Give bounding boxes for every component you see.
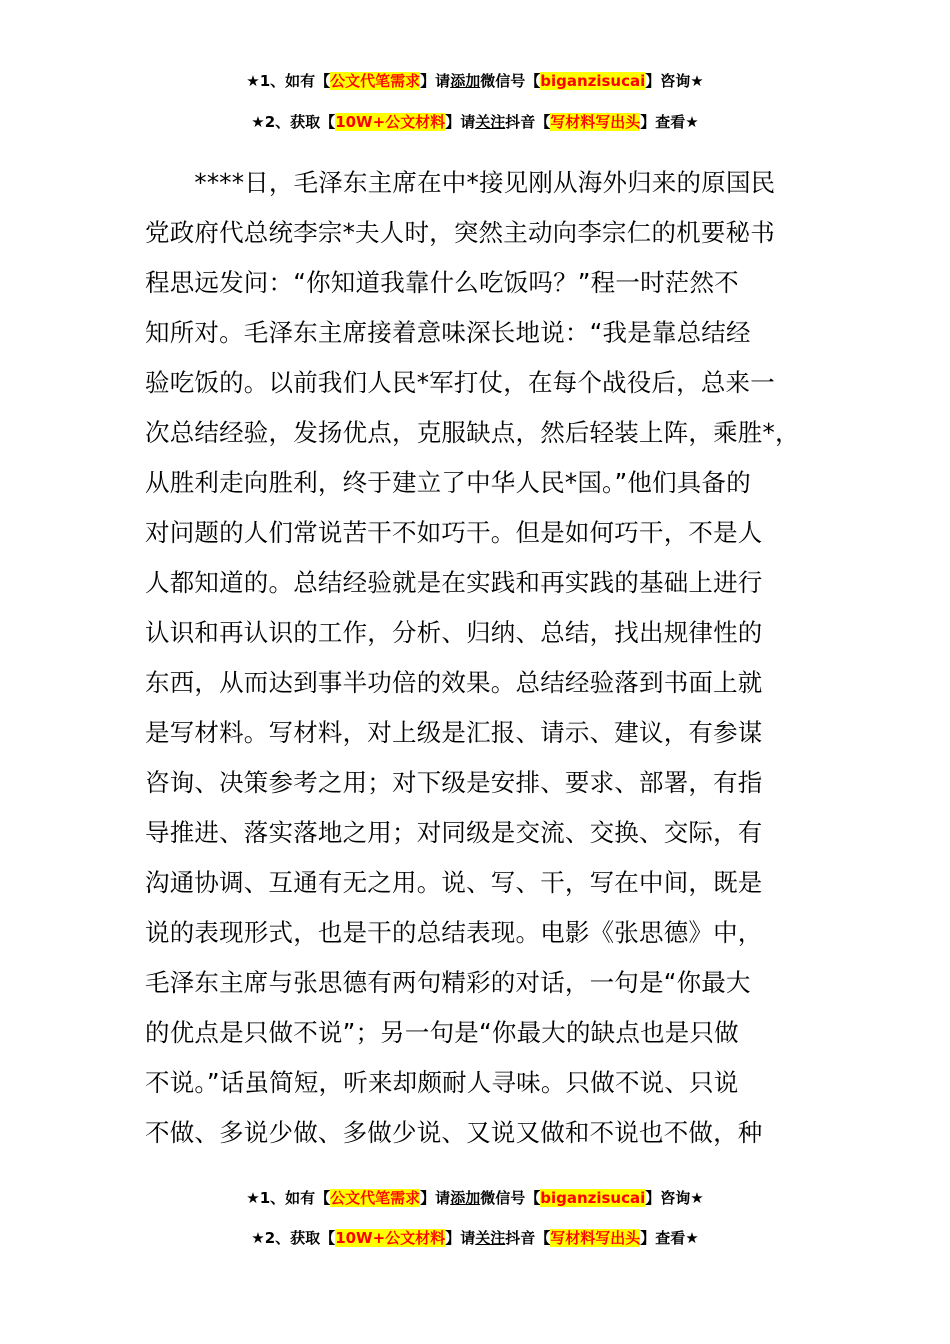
- body-line: 程思远发问：“你知道我靠什么吃饭吗？”程一时茫然不: [145, 268, 739, 297]
- banner-text: 】请: [420, 1189, 451, 1207]
- body-line: 验吃饭的。以前我们人民*军打仗，在每个战役后，总来一: [145, 368, 775, 397]
- banner-prefix: ★2、获取【: [251, 113, 336, 131]
- banner-text: 】请: [445, 113, 476, 131]
- body-line: 不做、多说少做、多做少说、又说又做和不说也不做，种: [145, 1118, 763, 1147]
- banner-prefix: ★2、获取【: [251, 1229, 336, 1247]
- banner-text: 抖音【: [505, 1229, 551, 1247]
- banner-suffix: 】查看★: [640, 113, 699, 131]
- banner-underline: 关注: [475, 1229, 506, 1247]
- banner-highlight: 10W+公文材料: [335, 1229, 446, 1247]
- banner-prefix: ★1、如有【: [246, 1189, 331, 1207]
- bottom-banner-line-1: [0, 1187, 950, 1209]
- banner-douyin-id: 写材料写出头: [550, 1229, 641, 1247]
- body-line: ****日，毛泽东主席在中*接见刚从海外归来的原国民: [145, 168, 776, 197]
- body-line: 知所对。毛泽东主席接着意味深长地说：“我是靠总结经: [145, 318, 751, 347]
- body-line: 对问题的人们常说苦干不如巧干。但是如何巧干，不是人: [145, 518, 763, 547]
- body-line: 认识和再认识的工作，分析、归纳、总结，找出规律性的: [145, 618, 763, 647]
- banner-text: 微信号【: [480, 1189, 541, 1207]
- banner-text: 】请: [420, 72, 451, 90]
- body-line: 沟通协调、互通有无之用。说、写、干，写在中间，既是: [145, 868, 763, 897]
- banner-wechat-id: biganzisucai: [540, 1189, 646, 1207]
- body-line: 党政府代总统李宗*夫人时，突然主动向李宗仁的机要秘书: [145, 218, 775, 247]
- banner-wechat-id: biganzisucai: [540, 72, 646, 90]
- body-line: 咨询、决策参考之用；对下级是安排、要求、部署，有指: [145, 768, 763, 797]
- body-line: 毛泽东主席与张思德有两句精彩的对话，一句是“你最大: [145, 968, 751, 997]
- bottom-banner-line-2: [0, 1227, 950, 1249]
- banner-highlight: 公文代笔需求: [330, 1189, 421, 1207]
- banner-prefix: ★1、如有【: [246, 72, 331, 90]
- banner-text: 】请: [445, 1229, 476, 1247]
- banner-highlight: 公文代笔需求: [330, 72, 421, 90]
- banner-suffix: 】咨询★: [645, 1189, 704, 1207]
- banner-underline: 添加: [450, 1189, 481, 1207]
- banner-text: 微信号【: [480, 72, 541, 90]
- banner-douyin-id: 写材料写出头: [550, 113, 641, 131]
- top-banner-line-2: [0, 111, 950, 133]
- body-line: 不说。”话虽简短，听来却颇耐人寻味。只做不说、只说: [145, 1068, 739, 1097]
- banner-underline: 关注: [475, 113, 506, 131]
- top-banner-line-1: [0, 70, 950, 92]
- body-line: 导推进、落实落地之用；对同级是交流、交换、交际，有: [145, 818, 763, 847]
- banner-suffix: 】查看★: [640, 1229, 699, 1247]
- banner-suffix: 】咨询★: [645, 72, 704, 90]
- body-line: 人都知道的。总结经验就是在实践和再实践的基础上进行: [145, 568, 763, 597]
- document-body: [145, 158, 825, 1158]
- body-line: 的优点是只做不说”；另一句是“你最大的缺点也是只做: [145, 1018, 739, 1047]
- body-line: 次总结经验，发扬优点，克服缺点，然后轻装上阵，乘胜*，: [145, 418, 800, 447]
- body-line: 从胜利走向胜利，终于建立了中华人民*国。”他们具备的: [145, 468, 751, 497]
- body-line: 说的表现形式，也是干的总结表现。电影《张思德》中，: [145, 918, 763, 947]
- banner-highlight: 10W+公文材料: [335, 113, 446, 131]
- body-line: 是写材料。写材料，对上级是汇报、请示、建议，有参谋: [145, 718, 763, 747]
- banner-underline: 添加: [450, 72, 481, 90]
- banner-text: 抖音【: [505, 113, 551, 131]
- body-line: 东西，从而达到事半功倍的效果。总结经验落到书面上就: [145, 668, 763, 697]
